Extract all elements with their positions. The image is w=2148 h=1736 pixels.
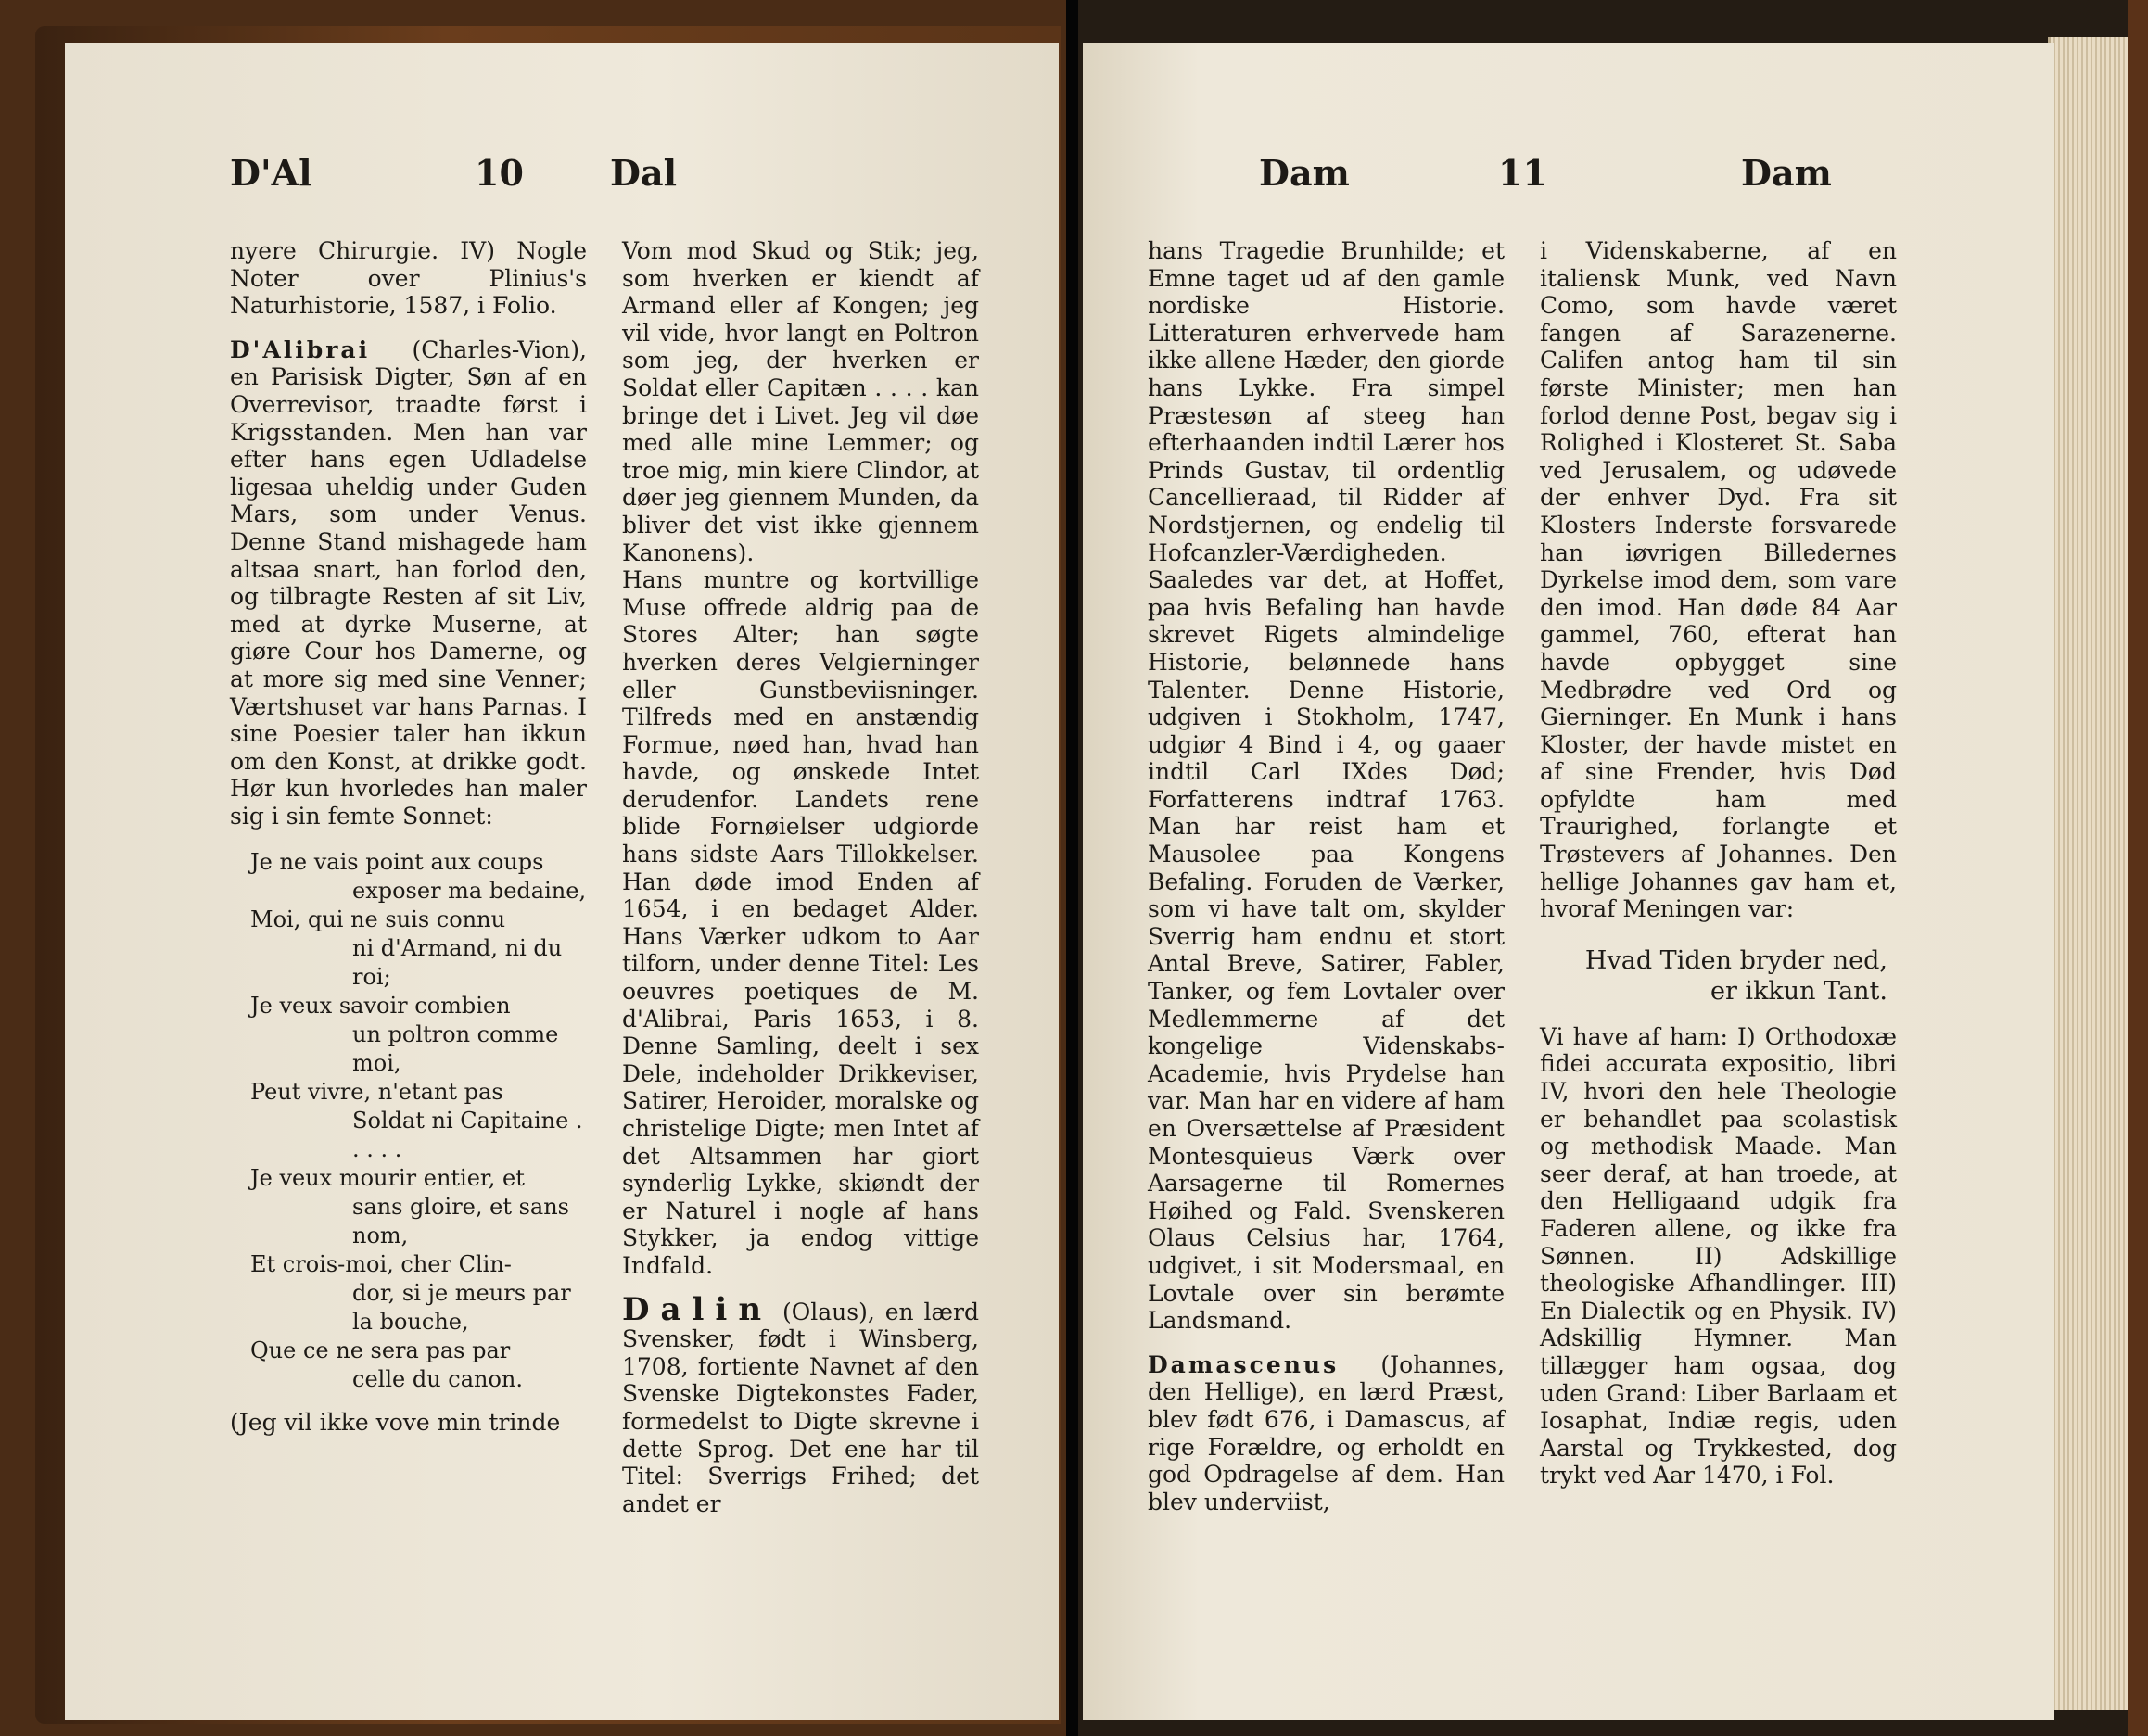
dictionary-entry <box>1148 1351 1505 1516</box>
verse-line: Hvad Tiden bryder ned, <box>1584 945 1887 975</box>
verse-line: er ikkun Tant. <box>1710 976 1887 1006</box>
right-book-cover <box>2128 0 2148 1736</box>
poem-line: ni d'Armand, ni du roi; <box>352 935 563 991</box>
left-page <box>65 43 1059 1720</box>
page-number: 11 <box>1498 152 1547 194</box>
page-number: 10 <box>475 152 524 194</box>
header-right-guideword: Dam <box>1741 152 1832 194</box>
quoted-verse <box>1540 945 1897 1007</box>
left-column-2 <box>622 237 979 1517</box>
poem-line: Moi, qui ne suis connu <box>250 906 506 933</box>
poem-line: un poltron comme moi, <box>352 1021 559 1077</box>
entry-headword: Damascenus <box>1148 1350 1340 1378</box>
right-column-2 <box>1540 237 1897 1515</box>
poem-line: Je veux mourir entier, et <box>250 1165 525 1192</box>
paragraph: (Jeg vil ikke vove min trinde <box>230 1409 561 1437</box>
right-page-header <box>1148 152 1989 217</box>
entry-headword: D'Alibrai <box>230 336 371 363</box>
poem-line: Que ce ne sera pas par <box>250 1337 511 1364</box>
poem-line: Et crois-moi, cher Clin- <box>250 1251 512 1278</box>
poem-line: Je ne vais point aux coups <box>250 849 544 876</box>
paragraph: Vi have af ham: I) Orthodoxæ fidei accurata expositio, libri IV, hvori den hele Theologie er behandlet paa scolastisk og methodisk Maade. Man seer deraf, at han troede, at den Helligaand udgik fra Faderen allene, og ikke fra Sønnen. II) Adskillige theologiske Afhandlinger. III) En Dialectik og en Physik. IV) Adskillig Hymner. Man tillægger ham ogsaa, dog uden Grand: Liber Barlaam et Iosaphat, Indiæ regis, uden Aarstal og Trykkested, dog trykt ved Aar 1470, i Fol. <box>1540 1022 1897 1489</box>
poem-line: sans gloire, et sans nom, <box>352 1194 569 1249</box>
center-divider <box>1066 0 1078 1736</box>
paragraph: hans Tragedie Brunhilde; et Emne taget ud af den gamle nordiske Historie. Litteraturen erhvervede ham ikke allene Hæder, den giorde hans Lykke. Fra simpel Præstesøn af steeg han efterhaanden indtil Lærer hos Prinds Gustav, til ordentlig Cancellieraad, til Ridder af Nordstjernen, og endelig til Hofcanzler-Værdigheden. Saaledes var det, at Hoffet, paa hvis Befaling han havde skrevet Rigets almindelige Historie, belønnede hans Talenter. Denne Historie, udgiven i Stokholm, 1747, udgiør 4 Bind i 4, og gaaer indtil Carl IXdes Død; Forfatterens indtraf 1763. Man har reist ham et Mausolee paa Kongens Befaling. Foruden de Værker, som vi have talt om, skylder Sverrig ham endnu et stort Antal Breve, Satirer, Fabler, Tanker, og fem Lovtaler over Medlemmerne af det kongelige Videnskabs-Academie, hvis Prydelse han var. Man har en videre af ham en Oversættelse af Præsident Montesquieus Værk over Aarsagerne til Romernes Høihed og Fald. Svenskeren Olaus Celsius har, 1764, udgivet, i sit Modersmaal, en Lovtale over sin berømte Landsmand. <box>1148 237 1505 1335</box>
poem-line: dor, si je meurs par la bouche, <box>352 1280 571 1336</box>
right-page <box>1083 43 2054 1720</box>
entry-text: (Charles-Vion), en Parisisk Digter, Søn af en Overrevisor, traadte først i Krigsstanden. Men han var efter hans egen Udladelse ligesaa uheldig under Guden Mars, som under Venus. Denne Stand mishagede ham altsaa snart, han forlod den, og tilbragte Resten af sit Liv, med at dyrke Muserne, at giøre Cour hos Damerne, og at more sig med sine Venner; Værtshuset var hans Parnas. I sine Poesier taler han ikkun om den Konst, at drikke godt. Hør kun hvorledes han maler sig i sin femte Sonnet: <box>230 336 587 830</box>
entry-headword: Dalin <box>622 1290 773 1328</box>
paragraph: nyere Chirurgie. IV) Nogle Noter over Plinius's Naturhistorie, 1587, i Folio. <box>230 237 587 320</box>
poem-line: Peut vivre, n'etant pas <box>250 1079 503 1106</box>
paragraph: Hans muntre og kortvillige Muse offrede aldrig paa de Stores Alter; han søgte hverken deres Velgierninger eller Gunstbeviisninger. Tilfreds med en anstændig Formue, nøed han, hvad han havde, og ønskede Intet derudenfor. Landets rene blide Fornøielser udgiorde hans sidste Aars Tillokkelser. Han døde imod Enden af 1654, i en bedaget Alder. Hans Værker udkom to Aar tilforn, under denne Titel: Les oeuvres poetiques de M. d'Alibrai, Paris 1653, i 8. Denne Samling, deelt i sex Dele, indeholder Drikkeviser, Satirer, Heroider, moralske og christelige Digte; men Intet af det Altsammen har giort synderlig Lykke, skiøndt der er Naturel i nogle af hans Stykker, ja endog vittige Indfald. <box>622 566 979 1279</box>
poem-line: exposer ma bedaine, <box>352 878 587 905</box>
right-column-1 <box>1148 237 1505 1515</box>
poem-line: celle du canon. <box>352 1366 524 1393</box>
entry-text: (Olaus), en lærd Svensker, født i Winsberg, 1708, fortiente Navnet af den Svenske Digtekonstes Fader, formedelst to Digte skrevne i dette Sprog. Det ene har til Titel: Sverrigs Frihed; det andet er <box>622 1298 979 1517</box>
poem-line: Soldat ni Capitaine . . . . . <box>352 1108 583 1163</box>
right-page-columns <box>1148 237 1989 1515</box>
dictionary-entry <box>622 1290 979 1518</box>
left-page-columns <box>230 237 994 1517</box>
left-page-header <box>230 152 994 217</box>
poem-line: Je veux savoir combien <box>250 993 511 1020</box>
paragraph: i Videnskaberne, af en italiensk Munk, ved Navn Como, som havde været fangen af Sarazenerne. Califen antog ham til sin første Minister; men han forlod denne Post, begav sig i Rolighed i Klosteret St. Saba ved Jerusalem, og udøvede der enhver Dyd. Fra sit Klosters Inderste forsvarede han iøvrigen Billedernes Dyrkelse imod dem, som vare den imod. Han døde 84 Aar gammel, 760, efterat han havde opbygget sine Medbrødre ved Ord og Gierninger. En Munk i hans Kloster, der havde mistet en af sine Frender, hvis Død opfyldte ham med Traurighed, forlangte et Trøstevers af Johannes. Den hellige Johannes gav ham et, hvoraf Meningen var: <box>1540 237 1897 923</box>
left-column-1 <box>230 237 587 1517</box>
french-poem <box>250 848 587 1394</box>
header-left-guideword: D'Al <box>230 152 312 194</box>
header-right-guideword: Dal <box>610 152 678 194</box>
page-edges <box>2048 37 2139 1710</box>
header-left-guideword: Dam <box>1259 152 1350 194</box>
entry-text: (Johannes, den Hellige), en lærd Præst, blev født 676, i Damascus, af rige Forældre, og erholdt en god Opdragelse af dem. Han blev underviist, <box>1148 1350 1505 1515</box>
paragraph: Vom mod Skud og Stik; jeg, som hverken er kiendt af Armand eller af Kongen; jeg vil vide, hvor langt en Poltron som jeg, der hverken er Soldat eller Capitæn . . . . kan bringe det i Livet. Jeg vil døe med alle mine Lemmer; og troe mig, min kiere Clindor, at døer jeg giennem Munden, da bliver det vist ikke gjennem Kanonens). <box>622 237 979 566</box>
dictionary-entry <box>230 336 587 830</box>
